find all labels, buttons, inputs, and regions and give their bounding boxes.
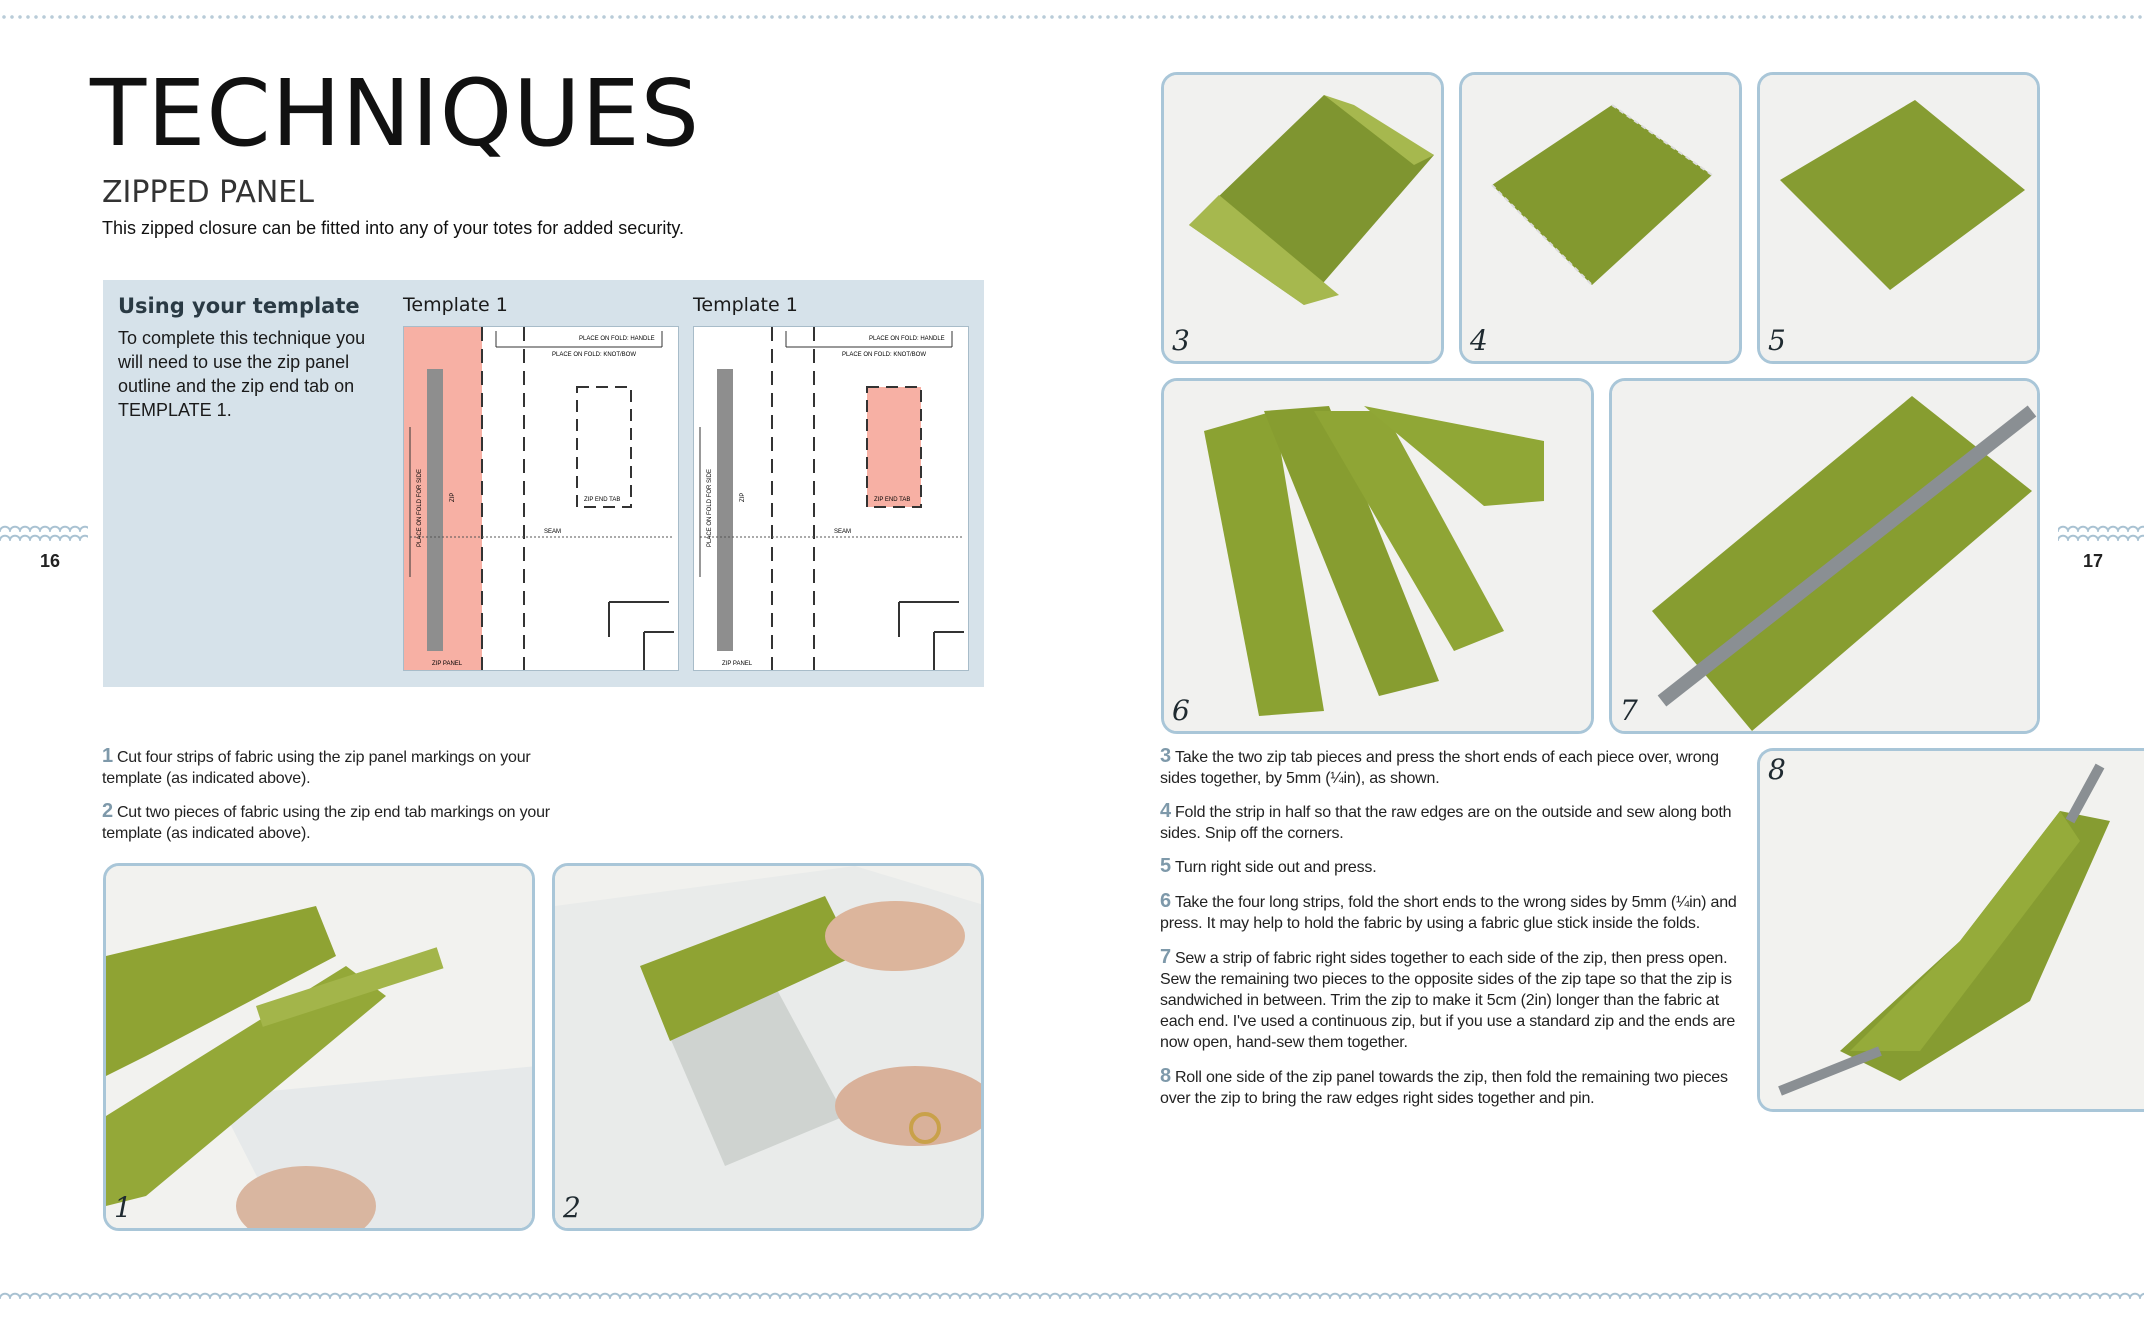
template-info-panel [103,280,984,687]
top-dotted-border [0,14,2144,20]
step-1 [102,746,557,789]
sheet-text-fold-knot: PLACE ON FOLD: KNOT/BOW [552,352,637,358]
photo-label-3: 3 [1172,324,1190,357]
step-8-text: Roll one side of the zip panel towards the zip, then fold the remaining two pieces over the zip to bring the raw edges right sides together and pin. [1160,1069,1728,1107]
step-5-text: Turn right side out and press. [1174,859,1377,876]
sheet-text-zip-panel: ZIP PANEL [432,661,463,667]
step-3-number: 3 [1160,745,1171,767]
step-5 [1160,856,1745,878]
photo-label-8: 8 [1768,753,1786,786]
step-1-number: 1 [102,745,113,767]
photo-step-7 [1609,378,2040,734]
bottom-scallop-border [0,1287,2144,1301]
step-1-text: Cut four strips of fabric using the zip panel markings on your template (as indicated above). [102,749,531,787]
photo-label-6: 6 [1172,694,1190,727]
step-2-text: Cut two pieces of fabric using the zip end tab markings on your template (as indicated above). [102,804,550,842]
step-2-number: 2 [102,800,113,822]
sheet2-text-fold-knot: PLACE ON FOLD: KNOT/BOW [842,352,927,358]
step-6-text: Take the four long strips, fold the short ends to the wrong sides by 5mm (¼in) and press. It may help to hold the fabric by using a fabric glue stick inside the folds. [1160,894,1737,932]
step-7-text: Sew a strip of fabric right sides together to each side of the zip, then press open. Sew the remaining two pieces to the opposite sides of the zip tape so that the zip is sandwiched in between. Trim the zip to make it 5cm (2in) longer than the fabric at each end. I've used a continuous zip, but if you use a standard zip and the ends are now open, hand-sew them together. [1160,950,1736,1051]
step-7-number: 7 [1160,946,1171,968]
step-3-text: Take the two zip tab pieces and press the short ends of each piece over, wrong sides together, by 5mm (¼in), as shown. [1160,749,1719,787]
photo-step-1 [103,863,535,1231]
step-4-text: Fold the strip in half so that the raw edges are on the outside and sew along both sides. Snip off the corners. [1160,804,1732,842]
sheet2-text-end-tab: ZIP END TAB [874,497,911,503]
step-6 [1160,891,1745,934]
photo-step-5 [1757,72,2040,364]
photo-label-4: 4 [1470,324,1488,357]
photo-step-8 [1757,748,2144,1112]
step-3 [1160,746,1745,789]
sheet2-text-fold-side: PLACE ON FOLD FOR SIDE [707,468,713,547]
sheet-text-fold-handle: PLACE ON FOLD: HANDLE [579,336,655,342]
photo-step-4 [1459,72,1742,364]
template-sheet-zip-end-tab [693,326,969,671]
step-7 [1160,947,1745,1053]
photo-label-1: 1 [114,1191,132,1224]
sheet2-text-zip-panel: ZIP PANEL [722,661,753,667]
page-number-left: 16 [40,551,61,571]
photo-step-2 [552,863,984,1231]
template-sheet-zip-panel [403,326,679,671]
intro-text: This zipped closure can be fitted into any of your totes for added security. [102,218,684,238]
sheet-text-end-tab: ZIP END TAB [584,497,621,503]
step-2 [102,801,557,844]
step-8 [1160,1066,1745,1109]
sheet-text-zip: ZIP [450,492,456,502]
photo-label-2: 2 [563,1191,581,1224]
sheet2-text-zip: ZIP [740,492,746,502]
page-number-right: 17 [2083,551,2104,571]
right-side-ornament [2058,520,2144,550]
photo-step-6 [1161,378,1594,734]
sheet2-text-seam: SEAM [834,529,852,535]
section-subtitle: ZIPPED PANEL [102,175,314,210]
photo-label-5: 5 [1768,324,1786,357]
sheet2-text-fold-handle: PLACE ON FOLD: HANDLE [869,336,945,342]
step-8-number: 8 [1160,1065,1171,1087]
template-panel-body: To complete this technique you will need to use the zip panel outline and the zip end tab on TEMPLATE 1. [118,328,366,420]
template-label-2: Template 1 [693,294,798,316]
step-5-number: 5 [1160,855,1171,877]
sheet-text-fold-side: PLACE ON FOLD FOR SIDE [417,468,423,547]
left-side-ornament [0,520,88,550]
template-panel-heading: Using your template [118,294,360,318]
page-title: TECHNIQUES [90,60,700,167]
step-4-number: 4 [1160,800,1171,822]
sheet-text-seam: SEAM [544,529,562,535]
step-6-number: 6 [1160,890,1171,912]
step-4 [1160,801,1745,844]
template-label-1: Template 1 [403,294,508,316]
photo-label-7: 7 [1620,694,1638,727]
photo-step-3 [1161,72,1444,364]
